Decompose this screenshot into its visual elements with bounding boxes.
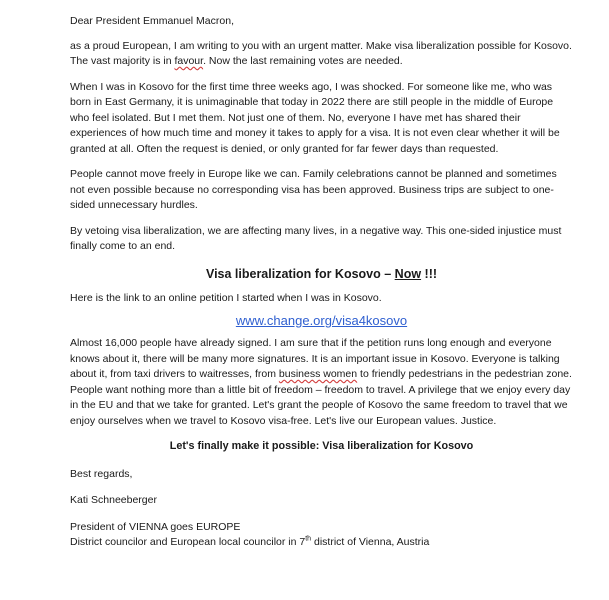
paragraph-experience: When I was in Kosovo for the first time three weeks ago, I was shocked. For someone like me, who was born in East Germany, it is unimaginable that today in 2022 there are still people in the middle of Europe who feel isolated. But I met them. Not just one of them. No, everyone I have met has shared their experiences of how much time and money it takes to apply for a visa. It is not even clear whether it will be granted at all. Often the request is denied, or only granted for far fewer days than requested. [70,80,560,155]
signatory-title: President of VIENNA goes EUROPE [70,520,241,533]
closing-heading: Let's finally make it possible: Visa liberalization for Kosovo [169,440,474,452]
paragraph-petition-text-c: to friendly pedestrians in the pedestrian zone. People want nothing more than a little bit of freedom – freedom to travel. A privilege that we enjoy every day in the EU and that we take for granted. Let's grant the people of Kosovo the same freedom to travel that we enjoy ourselves when we travel to Kosovo visa-free. Let's live our European values. Justice. [70,368,572,427]
salutation: Dear President Emmanuel Macron, [70,15,234,27]
spellcheck-word-favour: favour [174,55,204,67]
paragraph-intro [70,39,573,70]
heading-main: Visa liberalization for Kosovo – [205,266,395,281]
paragraph-freedom: People cannot move freely in Europe like we can. Family celebrations cannot be planned and sometimes not even possible because no corresponding visa has been approved. Business trips are subject to one-sided unnecessary hurdles. [70,168,557,211]
heading-tail: !!! [421,266,438,281]
signatory-role [70,535,573,551]
heading-now: Now [394,266,422,281]
paragraph-intro-text-c: . Now the last remaining votes are needed. [203,55,403,67]
spellcheck-phrase-business-women: business women [278,368,358,380]
closing-greeting: Best regards, [70,467,133,480]
signatory-role-superscript: th [305,535,312,543]
link-intro: Here is the link to an online petition I started when I was in Kosovo. [70,292,382,304]
petition-link[interactable]: www.change.org/visa4kosovo [235,312,408,328]
signatory-role-text-a: District councilor and European local councilor in 7 [70,536,306,548]
paragraph-veto: By vetoing visa liberalization, we are affecting many lives, in a negative way. This one-sided injustice must finally come to an end. [70,224,562,252]
signatory-role-text-b: district of Vienna, Austria [311,536,430,548]
paragraph-petition-text-a: Almost 16,000 people have already signed. I am sure that if the petition runs long enough and everyone knows about it, there will be many more signatures. It is an important issue in Kosovo. Everyone is talking about it, from taxi drivers to waitresses, from [70,337,560,380]
paragraph-petition [70,336,573,429]
heading-visa-liberalization [70,267,573,283]
signatory-name: Kati Schneeberger [70,494,157,506]
paragraph-intro-text-a: as a proud European, I am writing to you with an urgent matter. Make visa liberalization possible for Kosovo. The vast majority is in [70,39,572,67]
